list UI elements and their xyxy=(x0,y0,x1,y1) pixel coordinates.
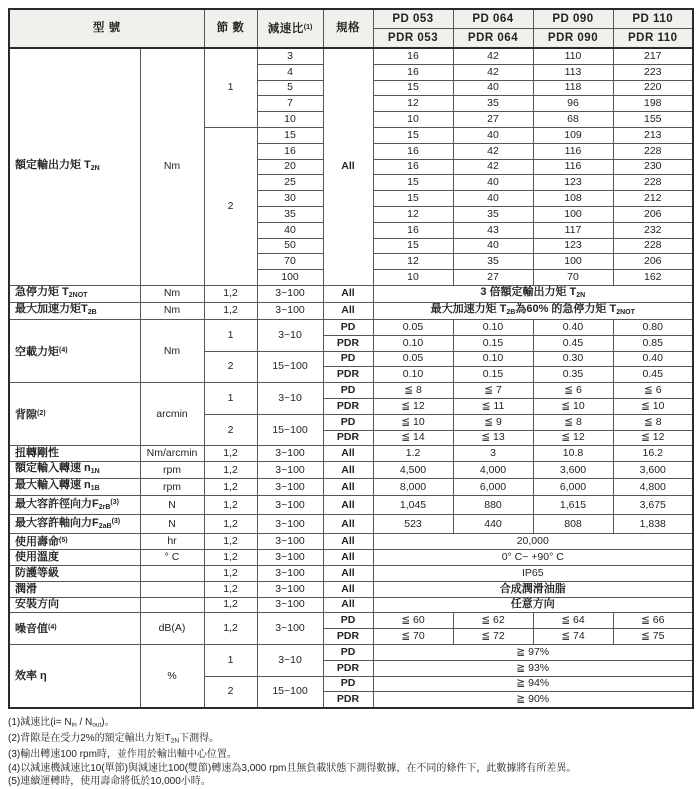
value-cell: 100 xyxy=(533,206,613,222)
value-cell: 0.10 xyxy=(373,335,453,351)
value-cell: 40 xyxy=(453,127,533,143)
value-cell: 1.2 xyxy=(373,446,453,462)
spec-cell: All xyxy=(323,550,373,566)
value-cell: 10 xyxy=(373,270,453,286)
value-cell: 228 xyxy=(613,175,693,191)
ratio-cell: 10 xyxy=(257,112,323,128)
spec-cell: PD xyxy=(323,644,373,660)
stages-cell: 1,2 xyxy=(204,285,257,302)
value-cell: 3,600 xyxy=(613,462,693,479)
value-cell: 0.15 xyxy=(453,335,533,351)
value-cell: 40 xyxy=(453,80,533,96)
spec-cell: PDR xyxy=(323,629,373,645)
row-label: 最大加速力矩$T_{2B}$ xyxy=(9,302,140,319)
value-cell: 42 xyxy=(453,143,533,159)
value-cell: 113 xyxy=(533,64,613,80)
table-row xyxy=(9,462,693,479)
row-label: 扭轉剛性 xyxy=(9,446,140,462)
ratio-cell: 7 xyxy=(257,96,323,112)
column-header: PDR 064 xyxy=(453,29,533,49)
unit-cell: % xyxy=(140,644,204,708)
unit-cell: hr xyxy=(140,534,204,550)
row-label: 額定輸出力矩 $T_{2N}$ xyxy=(9,48,140,285)
column-header: PD 064 xyxy=(453,9,533,29)
row-label: 額定輸入轉速 $n_{1N}$ xyxy=(9,462,140,479)
ratio-cell: 50 xyxy=(257,238,323,254)
ratio-cell: 15 xyxy=(257,127,323,143)
spec-cell: PDR xyxy=(323,430,373,446)
value-cell: 42 xyxy=(453,64,533,80)
column-header: 減速比$^{(1)}$ xyxy=(257,9,323,48)
row-label: 最大容許軸向力$F_{2aB}^{(3)}$ xyxy=(9,515,140,534)
value-cell: 123 xyxy=(533,175,613,191)
spec-cell: PDR xyxy=(323,660,373,676)
value-cell: 68 xyxy=(533,112,613,128)
unit-cell: rpm xyxy=(140,462,204,479)
ratio-cell: 3~10 xyxy=(257,319,323,351)
spec-cell: All xyxy=(323,515,373,534)
stages-cell: 1,2 xyxy=(204,302,257,319)
spec-cell: PD xyxy=(323,319,373,335)
unit-cell: rpm xyxy=(140,479,204,496)
value-cell: 228 xyxy=(613,143,693,159)
value-cell: 35 xyxy=(453,206,533,222)
value-cell: ≦ 66 xyxy=(613,613,693,629)
value-cell: ≦ 11 xyxy=(453,398,533,414)
spec-cell: All xyxy=(323,302,373,319)
table-row xyxy=(9,496,693,515)
value-cell: 10.8 xyxy=(533,446,613,462)
value-cell: 15 xyxy=(373,175,453,191)
merged-value-cell: 任意方向 xyxy=(373,597,693,613)
value-cell: 35 xyxy=(453,96,533,112)
table-row xyxy=(9,285,693,302)
ratio-cell: 3~100 xyxy=(257,550,323,566)
value-cell: ≦ 8 xyxy=(373,383,453,399)
value-cell: 0.15 xyxy=(453,367,533,383)
value-cell: 42 xyxy=(453,48,533,64)
value-cell: 8,000 xyxy=(373,479,453,496)
table-row xyxy=(9,581,693,597)
column-header: PD 090 xyxy=(533,9,613,29)
spec-cell: All xyxy=(323,496,373,515)
spec-cell: All xyxy=(323,48,373,285)
value-cell: 0.45 xyxy=(613,367,693,383)
value-cell: ≦ 12 xyxy=(613,430,693,446)
value-cell: 1,615 xyxy=(533,496,613,515)
column-header: 節 數 xyxy=(204,9,257,48)
row-label: 使用溫度 xyxy=(9,550,140,566)
value-cell: 12 xyxy=(373,254,453,270)
value-cell: 3,600 xyxy=(533,462,613,479)
value-cell: 116 xyxy=(533,159,613,175)
value-cell: ≦ 7 xyxy=(453,383,533,399)
value-cell: 0.40 xyxy=(613,351,693,367)
column-header: PD 053 xyxy=(373,9,453,29)
value-cell: 96 xyxy=(533,96,613,112)
value-cell: 40 xyxy=(453,238,533,254)
row-label: 安裝方向 xyxy=(9,597,140,613)
ratio-cell: 35 xyxy=(257,206,323,222)
value-cell: 223 xyxy=(613,64,693,80)
value-cell: 0.30 xyxy=(533,351,613,367)
value-cell: 16 xyxy=(373,64,453,80)
value-cell: ≦ 6 xyxy=(613,383,693,399)
value-cell: 1,838 xyxy=(613,515,693,534)
footnote: (2)背隙是在受力2%的額定輸出力矩$T_{2N}$下測得。 xyxy=(8,733,220,745)
stages-cell: 2 xyxy=(204,676,257,708)
stages-cell: 1 xyxy=(204,319,257,351)
value-cell: ≦ 10 xyxy=(533,398,613,414)
value-cell: ≦ 62 xyxy=(453,613,533,629)
value-cell: ≦ 74 xyxy=(533,629,613,645)
value-cell: 40 xyxy=(453,175,533,191)
value-cell: 230 xyxy=(613,159,693,175)
spec-cell: All xyxy=(323,534,373,550)
column-header: 規格 xyxy=(323,9,373,48)
ratio-cell: 3 xyxy=(257,48,323,64)
value-cell: 16 xyxy=(373,159,453,175)
table-row xyxy=(9,550,693,566)
value-cell: 4,000 xyxy=(453,462,533,479)
unit-cell xyxy=(140,597,204,613)
value-cell: 206 xyxy=(613,206,693,222)
spec-cell: PD xyxy=(323,383,373,399)
column-header: PDR 110 xyxy=(613,29,693,49)
value-cell: 42 xyxy=(453,159,533,175)
ratio-cell: 3~10 xyxy=(257,383,323,415)
value-cell: 0.10 xyxy=(373,367,453,383)
row-label: 防護等級 xyxy=(9,565,140,581)
value-cell: 16.2 xyxy=(613,446,693,462)
spec-cell: All xyxy=(323,285,373,302)
stages-cell: 1,2 xyxy=(204,550,257,566)
row-label: 急停力矩 $T_{2NOT}$ xyxy=(9,285,140,302)
spec-cell: PD xyxy=(323,613,373,629)
value-cell: 0.10 xyxy=(453,319,533,335)
spec-cell: PDR xyxy=(323,367,373,383)
ratio-cell: 4 xyxy=(257,64,323,80)
ratio-cell: 3~100 xyxy=(257,462,323,479)
table-body xyxy=(9,48,693,708)
value-cell: 110 xyxy=(533,48,613,64)
ratio-cell: 3~100 xyxy=(257,613,323,645)
row-label: 空載力矩$^{(4)}$ xyxy=(9,319,140,382)
value-cell: 3,675 xyxy=(613,496,693,515)
column-header: PDR 053 xyxy=(373,29,453,49)
merged-value-cell: 3 倍額定輸出力矩 $T_{2N}$ xyxy=(373,285,693,302)
value-cell: 3 xyxy=(453,446,533,462)
table-row xyxy=(9,48,693,64)
spec-cell: PDR xyxy=(323,692,373,708)
footnote: (5)連續運轉時，使用壽命將低於10,000小時。 xyxy=(8,776,211,788)
value-cell: 0.10 xyxy=(453,351,533,367)
merged-value-cell: 最大加速力矩 $T_{2B}$為60% 的急停力矩 $T_{2NOT}$ xyxy=(373,302,693,319)
value-cell: ≦ 75 xyxy=(613,629,693,645)
value-cell: 6,000 xyxy=(533,479,613,496)
value-cell: ≦ 13 xyxy=(453,430,533,446)
ratio-cell: 40 xyxy=(257,222,323,238)
value-cell: ≦ 8 xyxy=(533,414,613,430)
ratio-cell: 30 xyxy=(257,191,323,207)
unit-cell: ° C xyxy=(140,550,204,566)
value-cell: 15 xyxy=(373,80,453,96)
spec-cell: PDR xyxy=(323,335,373,351)
table-row xyxy=(9,446,693,462)
value-cell: 4,800 xyxy=(613,479,693,496)
value-cell: 4,500 xyxy=(373,462,453,479)
column-header: PDR 090 xyxy=(533,29,613,49)
spec-cell: PD xyxy=(323,676,373,692)
stages-cell: 1,2 xyxy=(204,565,257,581)
row-label: 潤滑 xyxy=(9,581,140,597)
value-cell: 108 xyxy=(533,191,613,207)
ratio-cell: 3~100 xyxy=(257,479,323,496)
unit-cell: Nm xyxy=(140,48,204,285)
value-cell: 6,000 xyxy=(453,479,533,496)
value-cell: 0.45 xyxy=(533,335,613,351)
value-cell: ≦ 64 xyxy=(533,613,613,629)
column-header: 型 號 xyxy=(9,9,204,48)
ratio-cell: 3~10 xyxy=(257,644,323,676)
value-cell: 228 xyxy=(613,238,693,254)
value-cell: 123 xyxy=(533,238,613,254)
value-cell: ≦ 14 xyxy=(373,430,453,446)
value-cell: 15 xyxy=(373,238,453,254)
value-cell: 43 xyxy=(453,222,533,238)
value-cell: 198 xyxy=(613,96,693,112)
value-cell: 116 xyxy=(533,143,613,159)
spec-cell: All xyxy=(323,479,373,496)
ratio-cell: 15~100 xyxy=(257,351,323,383)
unit-cell xyxy=(140,565,204,581)
value-cell: 162 xyxy=(613,270,693,286)
value-cell: 155 xyxy=(613,112,693,128)
ratio-cell: 15~100 xyxy=(257,676,323,708)
row-label: 噪音值$^{(4)}$ xyxy=(9,613,140,645)
value-cell: 16 xyxy=(373,143,453,159)
ratio-cell: 3~100 xyxy=(257,534,323,550)
unit-cell: Nm xyxy=(140,319,204,382)
ratio-cell: 20 xyxy=(257,159,323,175)
stages-cell: 1,2 xyxy=(204,462,257,479)
stages-cell: 1 xyxy=(204,644,257,676)
value-cell: 118 xyxy=(533,80,613,96)
stages-cell: 1,2 xyxy=(204,613,257,645)
footnote: (3)輸出轉速100 rpm時，並作用於輸出軸中心位置。 xyxy=(8,749,237,761)
merged-value-cell: ≧ 90% xyxy=(373,692,693,708)
value-cell: 213 xyxy=(613,127,693,143)
ratio-cell: 5 xyxy=(257,80,323,96)
value-cell: 12 xyxy=(373,206,453,222)
value-cell: ≦ 12 xyxy=(373,398,453,414)
column-header: PD 110 xyxy=(613,9,693,29)
table-row xyxy=(9,515,693,534)
table-row xyxy=(9,479,693,496)
merged-value-cell: 合成潤滑油脂 xyxy=(373,581,693,597)
footnote: (1)減速比$(i= N_{in} / N_{out})$。 xyxy=(8,717,115,729)
spec-cell: PD xyxy=(323,351,373,367)
value-cell: 109 xyxy=(533,127,613,143)
stages-cell: 1,2 xyxy=(204,446,257,462)
merged-value-cell: ≧ 94% xyxy=(373,676,693,692)
stages-cell: 1,2 xyxy=(204,496,257,515)
value-cell: 0.80 xyxy=(613,319,693,335)
unit-cell: N xyxy=(140,515,204,534)
table-row xyxy=(9,319,693,335)
value-cell: 0.05 xyxy=(373,319,453,335)
ratio-cell: 3~100 xyxy=(257,515,323,534)
value-cell: 35 xyxy=(453,254,533,270)
value-cell: 212 xyxy=(613,191,693,207)
table-row xyxy=(9,565,693,581)
footnotes xyxy=(8,716,692,789)
value-cell: ≦ 60 xyxy=(373,613,453,629)
value-cell: 0.35 xyxy=(533,367,613,383)
stages-cell: 1 xyxy=(204,48,257,127)
ratio-cell: 70 xyxy=(257,254,323,270)
header-row xyxy=(9,9,693,29)
value-cell: 206 xyxy=(613,254,693,270)
ratio-cell: 3~100 xyxy=(257,285,323,302)
value-cell: ≦ 12 xyxy=(533,430,613,446)
table-row xyxy=(9,597,693,613)
value-cell: 523 xyxy=(373,515,453,534)
row-label: 最大容許徑向力$F_{2rB}^{(3)}$ xyxy=(9,496,140,515)
stages-cell: 1,2 xyxy=(204,581,257,597)
value-cell: 0.05 xyxy=(373,351,453,367)
value-cell: 70 xyxy=(533,270,613,286)
stages-cell: 1,2 xyxy=(204,515,257,534)
table-row xyxy=(9,534,693,550)
ratio-cell: 100 xyxy=(257,270,323,286)
unit-cell xyxy=(140,581,204,597)
value-cell: 0.85 xyxy=(613,335,693,351)
value-cell: 16 xyxy=(373,222,453,238)
stages-cell: 1 xyxy=(204,383,257,415)
spec-cell: PD xyxy=(323,414,373,430)
row-label: 背隙$^{(2)}$ xyxy=(9,383,140,446)
value-cell: 217 xyxy=(613,48,693,64)
unit-cell: arcmin xyxy=(140,383,204,446)
footnote: (4)以減速機減速比10(單節)與減速比100(雙節)轉速為3,000 rpm且無負載狀態下測得數據，在不同的條件下，此數據將有所差異。 xyxy=(8,762,577,774)
spec-cell: PDR xyxy=(323,398,373,414)
row-label: 效率 η xyxy=(9,644,140,708)
ratio-cell: 3~100 xyxy=(257,302,323,319)
merged-value-cell: 0° C~ +90° C xyxy=(373,550,693,566)
gearbox-spec-table xyxy=(8,8,694,709)
value-cell: ≦ 9 xyxy=(453,414,533,430)
ratio-cell: 3~100 xyxy=(257,565,323,581)
merged-value-cell: ≧ 93% xyxy=(373,660,693,676)
value-cell: 440 xyxy=(453,515,533,534)
spec-cell: All xyxy=(323,446,373,462)
value-cell: 27 xyxy=(453,112,533,128)
value-cell: 220 xyxy=(613,80,693,96)
unit-cell: N xyxy=(140,496,204,515)
value-cell: 16 xyxy=(373,48,453,64)
value-cell: ≦ 10 xyxy=(613,398,693,414)
table-row xyxy=(9,613,693,629)
stages-cell: 1,2 xyxy=(204,597,257,613)
ratio-cell: 3~100 xyxy=(257,581,323,597)
spec-cell: All xyxy=(323,462,373,479)
value-cell: 232 xyxy=(613,222,693,238)
value-cell: 40 xyxy=(453,191,533,207)
ratio-cell: 3~100 xyxy=(257,446,323,462)
row-label: 使用壽命$^{(5)}$ xyxy=(9,534,140,550)
stages-cell: 2 xyxy=(204,127,257,285)
table-row xyxy=(9,383,693,399)
spec-cell: All xyxy=(323,597,373,613)
spec-cell: All xyxy=(323,565,373,581)
stages-cell: 1,2 xyxy=(204,479,257,496)
value-cell: ≦ 10 xyxy=(373,414,453,430)
table-row xyxy=(9,302,693,319)
unit-cell: Nm/arcmin xyxy=(140,446,204,462)
ratio-cell: 3~100 xyxy=(257,496,323,515)
table-row xyxy=(9,644,693,660)
spec-cell: All xyxy=(323,581,373,597)
merged-value-cell: ≧ 97% xyxy=(373,644,693,660)
stages-cell: 2 xyxy=(204,414,257,446)
row-label: 最大輸入轉速 $n_{1B}$ xyxy=(9,479,140,496)
value-cell: ≦ 6 xyxy=(533,383,613,399)
value-cell: 10 xyxy=(373,112,453,128)
value-cell: 12 xyxy=(373,96,453,112)
value-cell: 880 xyxy=(453,496,533,515)
value-cell: 808 xyxy=(533,515,613,534)
table-header xyxy=(9,9,693,48)
stages-cell: 1,2 xyxy=(204,534,257,550)
value-cell: 1,045 xyxy=(373,496,453,515)
unit-cell: Nm xyxy=(140,285,204,302)
value-cell: ≦ 8 xyxy=(613,414,693,430)
merged-value-cell: 20,000 xyxy=(373,534,693,550)
value-cell: ≦ 72 xyxy=(453,629,533,645)
ratio-cell: 16 xyxy=(257,143,323,159)
stages-cell: 2 xyxy=(204,351,257,383)
value-cell: 15 xyxy=(373,127,453,143)
ratio-cell: 3~100 xyxy=(257,597,323,613)
merged-value-cell: IP65 xyxy=(373,565,693,581)
value-cell: 15 xyxy=(373,191,453,207)
value-cell: 117 xyxy=(533,222,613,238)
unit-cell: dB(A) xyxy=(140,613,204,645)
ratio-cell: 15~100 xyxy=(257,414,323,446)
unit-cell: Nm xyxy=(140,302,204,319)
value-cell: 0.40 xyxy=(533,319,613,335)
value-cell: 27 xyxy=(453,270,533,286)
value-cell: ≦ 70 xyxy=(373,629,453,645)
ratio-cell: 25 xyxy=(257,175,323,191)
value-cell: 100 xyxy=(533,254,613,270)
